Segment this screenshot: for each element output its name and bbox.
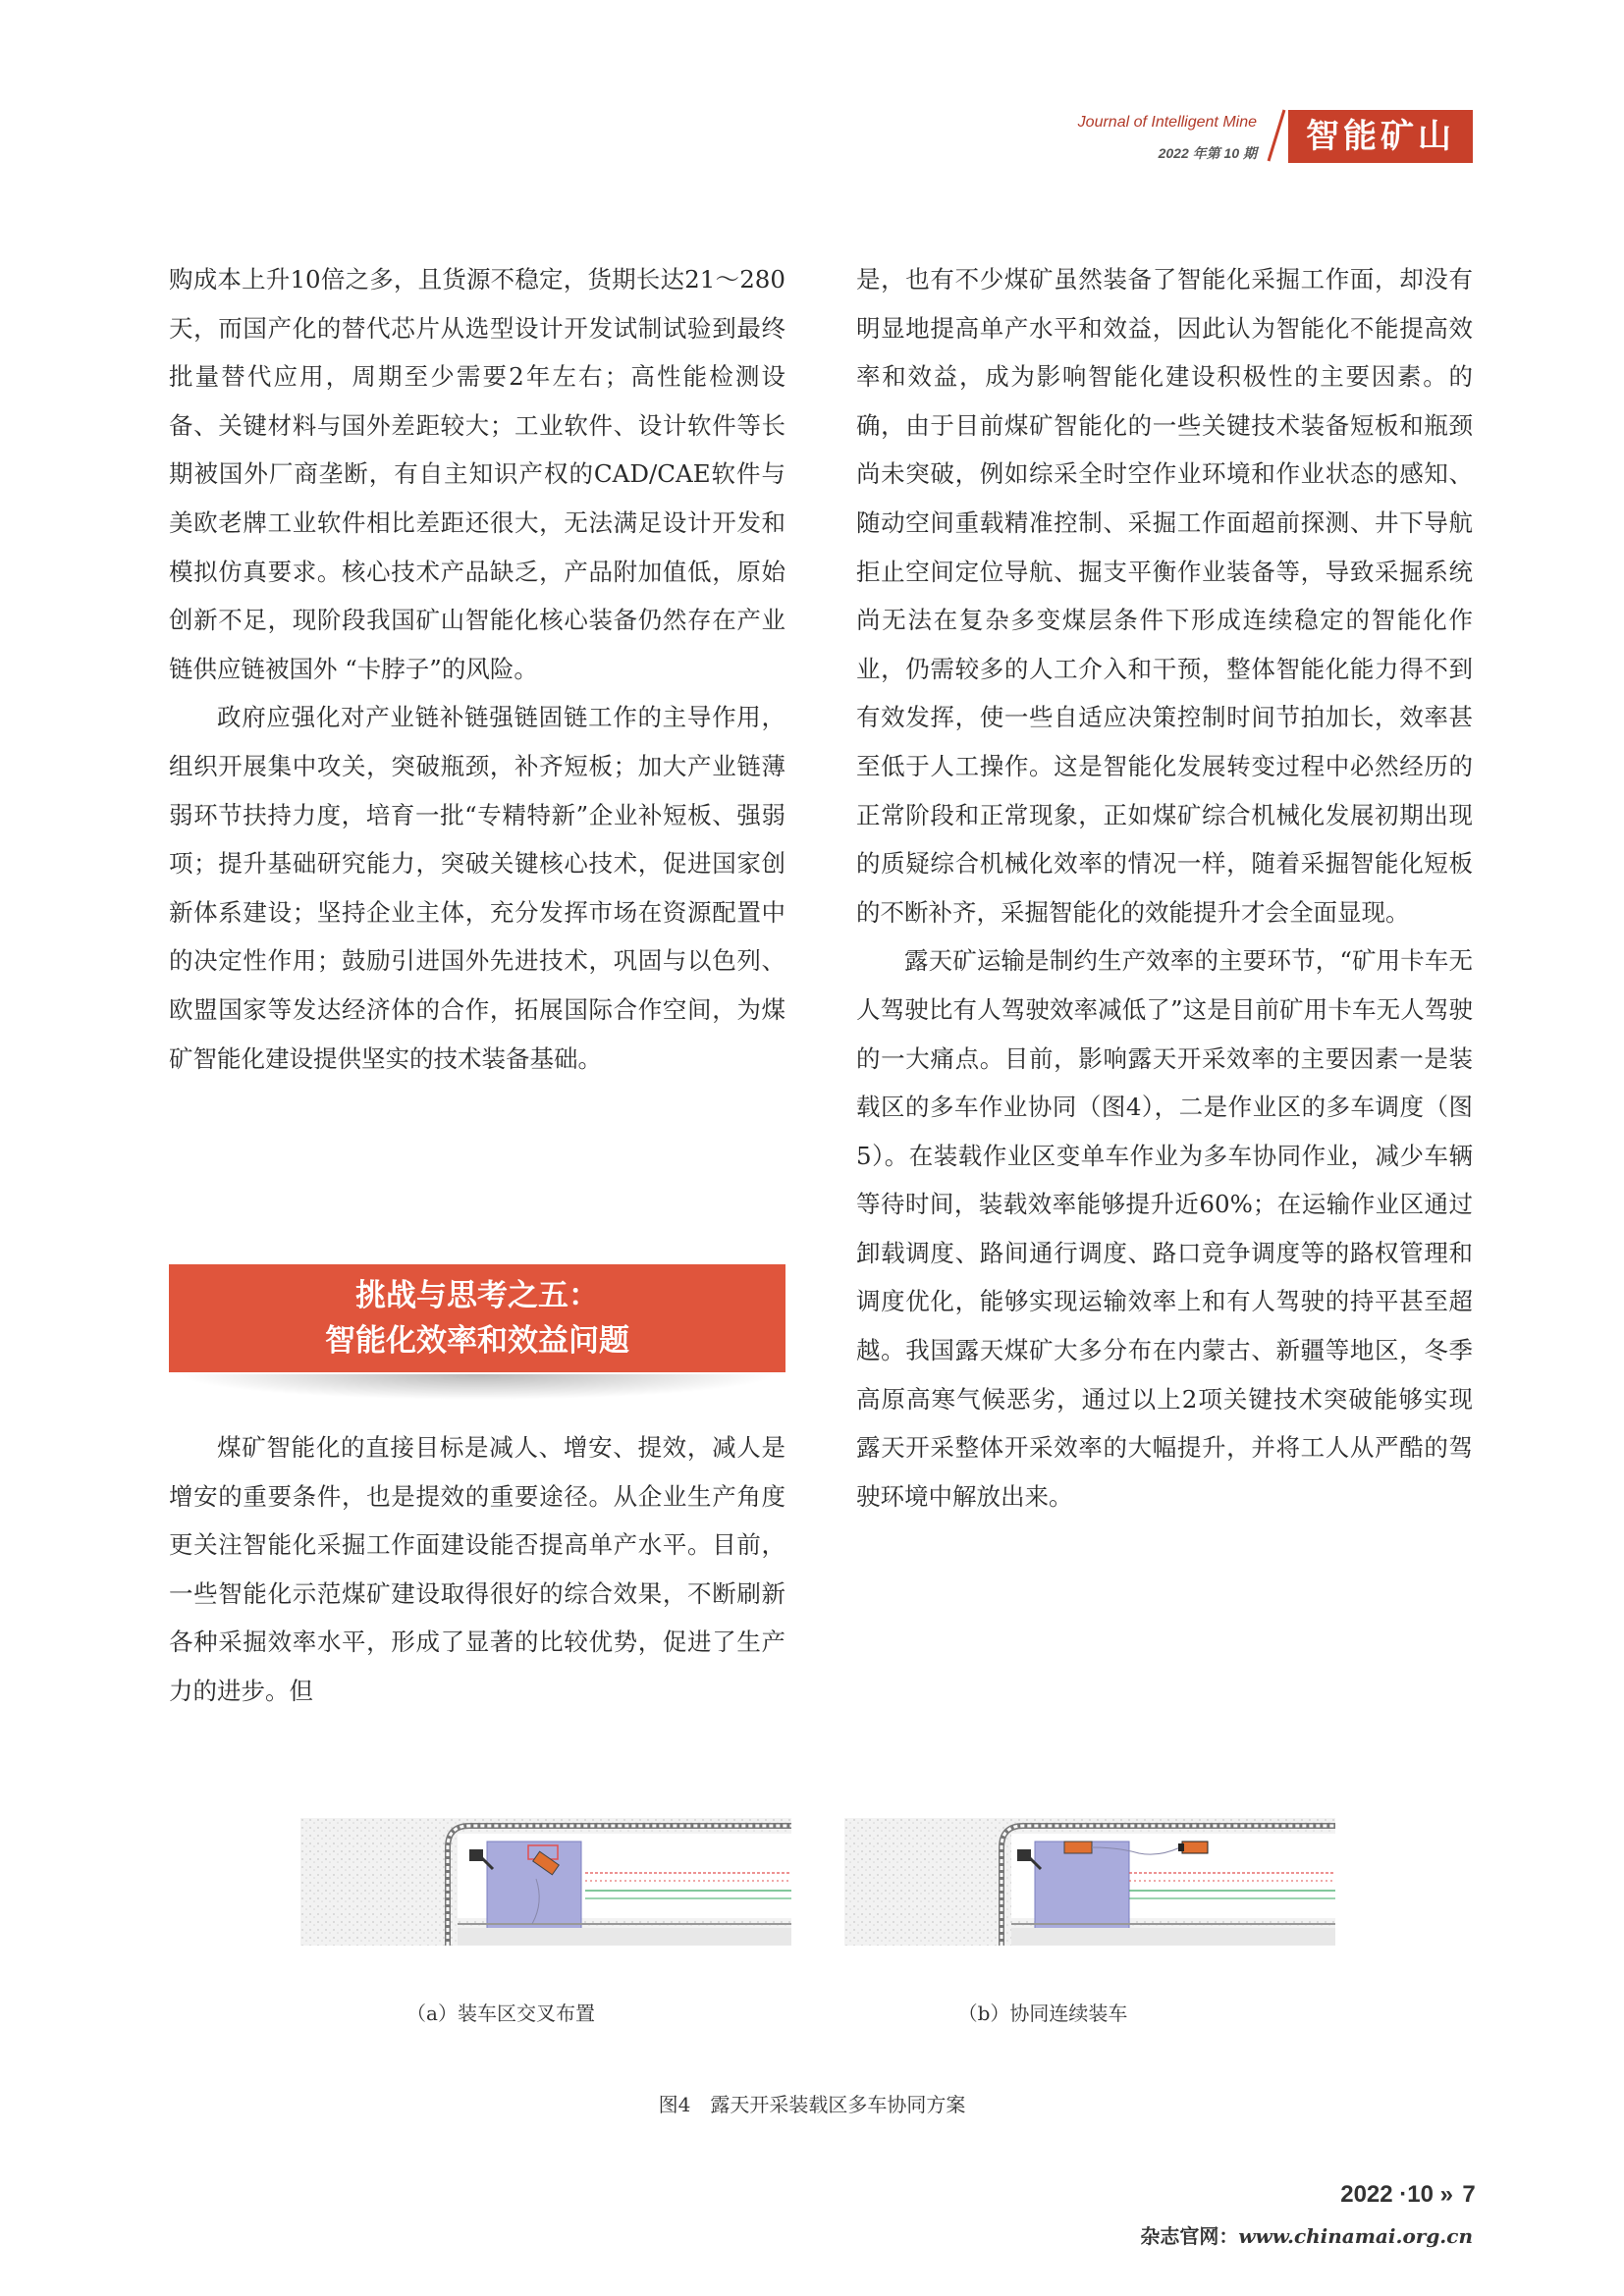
header-divider-icon — [1263, 106, 1288, 165]
paragraph: 露天矿运输是制约生产效率的主要环节，“矿用卡车无人驾驶比有人驾驶效率减低了”这是目前矿用卡车无人驾驶的一大痛点。目前，影响露天开采效率的主要因素一是装载区的多车作业协同（图4），二是作业区的多车调度（图5）。在装载作业区变单车作业为多车协同作业，减少车辆等待时间，装载效率能够提升近60%；在运输作业区通过卸载调度、路间通行调度、路口竞争调度等的路权管理和调度优化，能够实现运输效率上和有人驾驶的持平甚至超越。我国露天煤矿大多分布在内蒙古、新疆等地区，冬季高原高寒气候恶劣，通过以上2项关键技术突破能够实现露天开采整体开采效率的大幅提升，并将工人从严酷的驾驶环境中解放出来。 — [856, 946, 1473, 1511]
journal-name: Journal of Intelligent Mine — [1077, 114, 1257, 131]
paragraph: 购成本上升10倍之多，且货源不稳定，货期长达21～280天，而国产化的替代芯片从选型设计开发试制试验到最终批量替代应用，周期至少需要2年左右；高性能检测设备、关键材料与国外差距较大；工业软件、设计软件等长期被国外厂商垄断，有自主知识产权的CAD/CAE软件与美欧老牌工业软件相比差距还很大，无法满足设计开发和模拟仿真要求。核心技术产品缺乏，产品附加值低，原始创新不足，现阶段我国矿山智能化核心装备仍然存在产业链供应链被国外 “卡脖子”的风险。 — [169, 265, 785, 683]
section-heading-line1: 挑战与思考之五： — [355, 1278, 599, 1313]
footer-website-label: 杂志官网： — [1140, 2224, 1239, 2248]
right-column — [856, 255, 1473, 1521]
figure-caption: 图4 露天开采装载区多车协同方案 — [658, 2093, 966, 2116]
page-number: 7 — [1462, 2181, 1476, 2208]
figure-cooperative-loading — [844, 1818, 1335, 1946]
figure-subcaption-b: （b）协同连续装车 — [957, 2002, 1128, 2025]
footer-website — [1021, 2220, 1473, 2249]
footer-website-url[interactable]: www.chinamai.org.cn — [1238, 2224, 1473, 2248]
haul-truck-icon — [1182, 1842, 1208, 1853]
paragraph: 煤矿智能化的直接目标是减人、增安、提效，减人是增安的重要条件，也是提效的重要途径。从企业生产角度更关注智能化采掘工作面建设能否提高单产水平。目前，一些智能化示范煤矿建设取得很好的综合效果，不断刷新各种采掘效率水平，形成了显著的比较优势，促进了生产力的进步。但 — [169, 1433, 785, 1705]
figure-loading-cross-layout — [300, 1818, 791, 1946]
paragraph: 是，也有不少煤矿虽然装备了智能化采掘工作面，却没有明显地提高单产水平和效益，因此认为智能化不能提高效率和效益，成为影响智能化建设积极性的主要因素。的确，由于目前煤矿智能化的一些关键技术装备短板和瓶颈尚未突破，例如综采全时空作业环境和作业状态的感知、随动空间重载精准控制、采掘工作面超前探测、井下导航拒止空间定位导航、掘支平衡作业装备等，导致采掘系统尚无法在复杂多变煤层条件下形成连续稳定的智能化作业，仍需较多的人工介入和干预，整体智能化能力得不到有效发挥，使一些自适应决策控制时间节拍加长，效率甚至低于人工操作。这是智能化发展转变过程中必然经历的正常阶段和正常现象，正如煤矿综合机械化发展初期出现的质疑综合机械化效率的情况一样，随着采掘智能化短板的不断补齐，采掘智能化的效能提升才会全面显现。 — [856, 265, 1473, 927]
paragraph: 政府应强化对产业链补链强链固链工作的主导作用，组织开展集中攻关，突破瓶颈，补齐短板；加大产业链薄弱环节扶持力度，培育一批“专精特新”企业补短板、强弱项；提升基础研究能力，突破关键核心技术，促进国家创新体系建设；坚持企业主体，充分发挥市场在资源配置中的决定性作用；鼓励引进国外先进技术，巩固与以色列、欧盟国家等发达经济体的合作，拓展国际合作空间，为煤矿智能化建设提供坚实的技术装备基础。 — [169, 703, 785, 1073]
left-column — [169, 255, 785, 1083]
journal-issue: 2022 年第 10 期 — [1158, 145, 1257, 161]
section-heading-banner — [169, 1264, 785, 1372]
section-heading-shadow — [177, 1374, 778, 1400]
section-heading-line2: 智能化效率和效益问题 — [325, 1323, 629, 1359]
journal-logo: 智能矿山 — [1288, 110, 1473, 163]
haul-truck-icon — [1064, 1842, 1092, 1853]
footer-issue: 2022 ·10 » — [1340, 2181, 1453, 2208]
left-column-lower — [169, 1423, 785, 1716]
figure-subcaption-a: （a）装车区交叉布置 — [406, 2002, 595, 2025]
